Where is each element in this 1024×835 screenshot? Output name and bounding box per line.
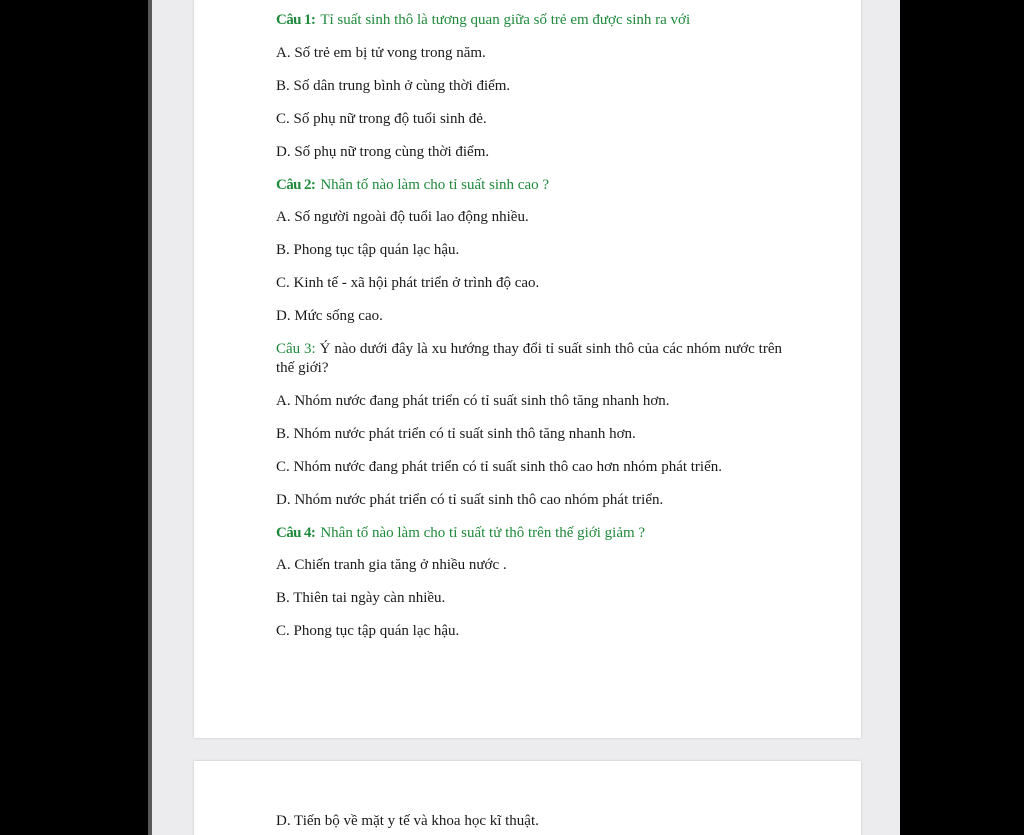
question-3-option-a: A. Nhóm nước đang phát triển có tỉ suất sinh thô tăng nhanh hơn. bbox=[276, 393, 670, 409]
question-4 bbox=[276, 524, 645, 543]
question-3-text: Ý nào dưới đây là xu hướng thay đổi tỉ suất sinh thô của các nhóm nước trên thế giới? bbox=[276, 341, 782, 376]
question-2-label: Câu 2: bbox=[276, 177, 316, 193]
question-4-option-b: B. Thiên tai ngày càn nhiều. bbox=[276, 590, 446, 606]
question-3-option-b: B. Nhóm nước phát triển có tỉ suất sinh thô tăng nhanh hơn. bbox=[276, 426, 636, 442]
question-2-option-b: B. Phong tục tập quán lạc hậu. bbox=[276, 242, 460, 258]
question-4-text: Nhân tố nào làm cho tỉ suất tử thô trên thế giới giảm ? bbox=[320, 525, 646, 541]
question-1-option-c: C. Số phụ nữ trong độ tuổi sinh đẻ. bbox=[276, 111, 487, 127]
question-3-label: Câu 3: bbox=[276, 341, 316, 357]
question-1-option-d: D. Số phụ nữ trong cùng thời điểm. bbox=[276, 144, 490, 160]
question-1-label: Câu 1: bbox=[276, 12, 316, 28]
question-3-option-c: C. Nhóm nước đang phát triển có tỉ suất sinh thô cao hơn nhóm phát triển. bbox=[276, 459, 723, 475]
viewer-left-border bbox=[148, 0, 152, 835]
question-4-label: Câu 4: bbox=[276, 525, 316, 541]
question-1-option-b: B. Số dân trung bình ở cùng thời điểm. bbox=[276, 78, 511, 94]
question-4-option-d: D. Tiến bộ về mặt y tế và khoa học kĩ thuật. bbox=[276, 813, 539, 829]
question-1 bbox=[276, 11, 690, 30]
question-2 bbox=[276, 176, 549, 195]
question-1-option-a: A. Số trẻ em bị tử vong trong năm. bbox=[276, 45, 486, 61]
question-3-option-d: D. Nhóm nước phát triển có tỉ suất sinh thô cao nhóm phát triển. bbox=[276, 492, 664, 508]
question-4-option-a: A. Chiến tranh gia tăng ở nhiều nước . bbox=[276, 557, 507, 573]
document-page-2 bbox=[194, 761, 861, 835]
document-viewer[interactable] bbox=[148, 0, 900, 835]
question-2-option-d: D. Mức sống cao. bbox=[276, 308, 383, 324]
question-1-text: Tỉ suất sinh thô là tương quan giữa số trẻ em được sinh ra với bbox=[320, 12, 691, 28]
question-2-option-c: C. Kinh tế - xã hội phát triển ở trình độ cao. bbox=[276, 275, 540, 291]
document-page-1 bbox=[194, 0, 861, 738]
question-2-option-a: A. Số người ngoài độ tuổi lao động nhiều. bbox=[276, 209, 529, 225]
question-2-text: Nhân tố nào làm cho tỉ suất sinh cao ? bbox=[320, 177, 550, 193]
question-3 bbox=[276, 340, 782, 378]
question-4-option-c: C. Phong tục tập quán lạc hậu. bbox=[276, 623, 460, 639]
